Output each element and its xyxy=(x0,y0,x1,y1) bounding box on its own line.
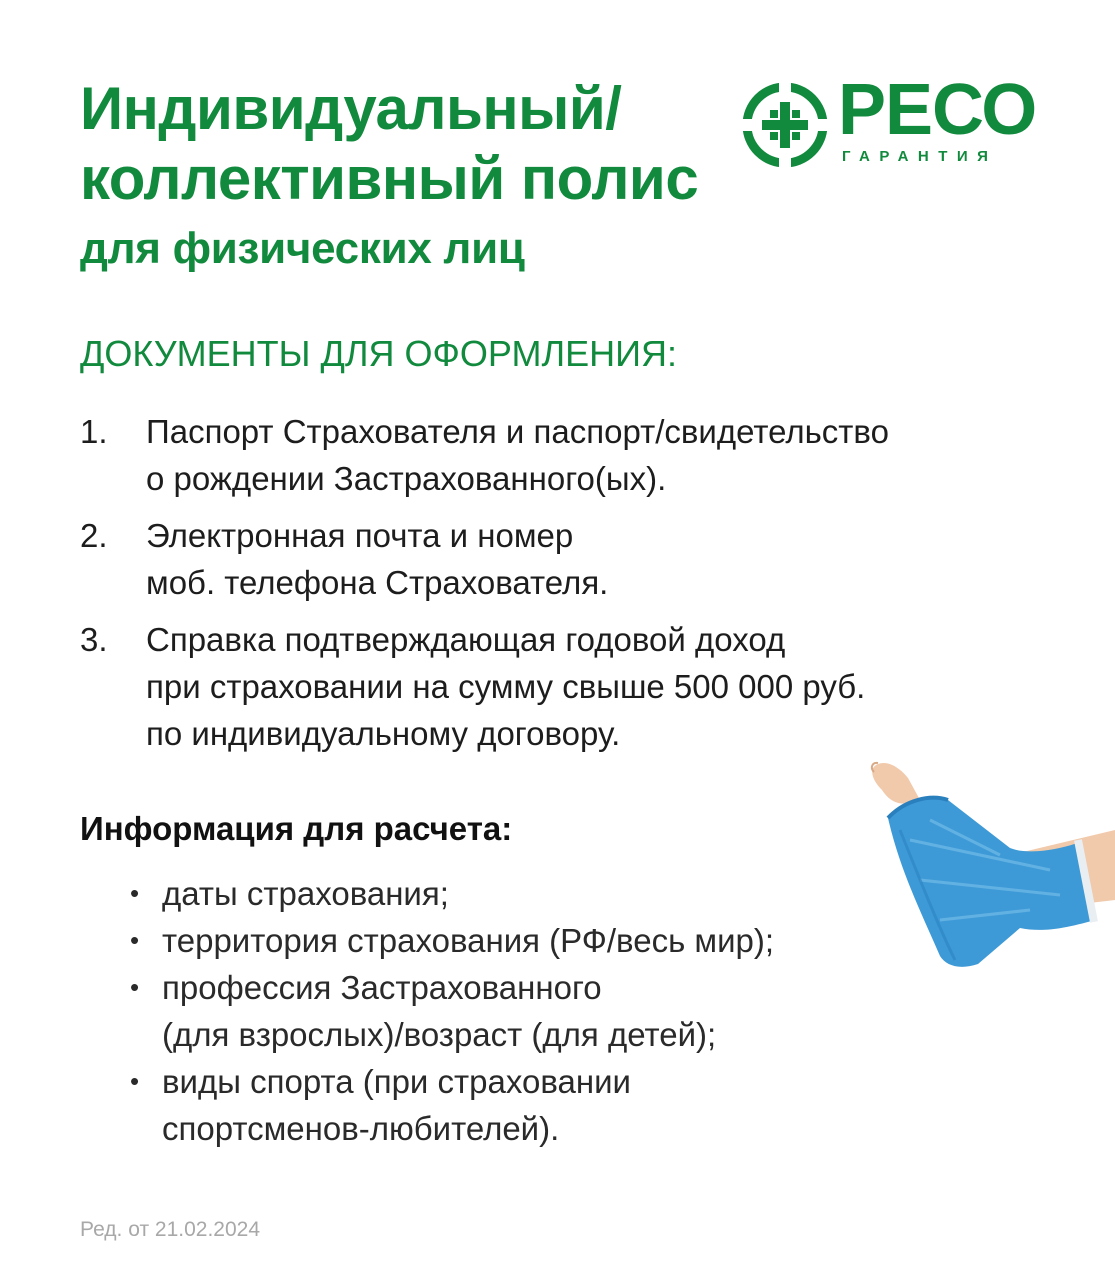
document-item xyxy=(80,512,980,606)
logo-subtext: ГАРАНТИЯ xyxy=(842,148,998,165)
page-title xyxy=(80,74,740,214)
documents-heading: ДОКУМЕНТЫ ДЛЯ ОФОРМЛЕНИЯ: xyxy=(80,333,677,374)
revision-date: Ред. от 21.02.2024 xyxy=(80,1218,260,1241)
item-line: профессия Застрахованного xyxy=(162,969,602,1006)
item-number: 1. xyxy=(80,413,108,450)
info-item xyxy=(130,1058,850,1152)
item-line: Справка подтверждающая годовой доход xyxy=(146,621,786,658)
item-line: моб. телефона Страхователя. xyxy=(146,564,609,601)
reso-logo xyxy=(740,70,1040,172)
bullet-icon: • xyxy=(130,925,140,955)
item-line: (для взрослых)/возраст (для детей); xyxy=(162,1016,717,1053)
logo-wordmark: РЕСО xyxy=(838,70,1037,150)
item-line: даты страхования; xyxy=(162,875,449,912)
item-line: виды спорта (при страховании xyxy=(162,1063,631,1100)
bullet-icon: • xyxy=(130,878,140,908)
documents-list xyxy=(80,408,980,757)
item-number: 3. xyxy=(80,621,108,658)
item-number: 2. xyxy=(80,517,108,554)
item-line: по индивидуальному договору. xyxy=(146,715,621,752)
item-line: при страховании на сумму свыше 500 000 руб. xyxy=(146,668,866,705)
reso-emblem-icon xyxy=(740,80,830,170)
document-item xyxy=(80,616,980,757)
bullet-icon: • xyxy=(130,1066,140,1096)
bullet-icon: • xyxy=(130,972,140,1002)
item-line: территория страхования (РФ/весь мир); xyxy=(162,922,775,959)
title-line-2: коллективный полис xyxy=(80,145,699,212)
info-item xyxy=(130,964,850,1058)
page-subtitle: для физических лиц xyxy=(80,224,525,273)
item-line: спортсменов-любителей). xyxy=(162,1110,560,1147)
info-list xyxy=(130,870,850,1152)
item-line: Электронная почта и номер xyxy=(146,517,574,554)
info-item xyxy=(130,870,850,917)
info-item xyxy=(130,917,850,964)
document-item xyxy=(80,408,980,502)
item-line: Паспорт Страхователя и паспорт/свидетельство xyxy=(146,413,889,450)
item-line: о рождении Застрахованного(ых). xyxy=(146,460,667,497)
title-line-1: Индивидуальный/ xyxy=(80,75,622,142)
info-heading: Информация для расчета: xyxy=(80,810,513,847)
leg-in-cast-icon xyxy=(860,760,1115,975)
